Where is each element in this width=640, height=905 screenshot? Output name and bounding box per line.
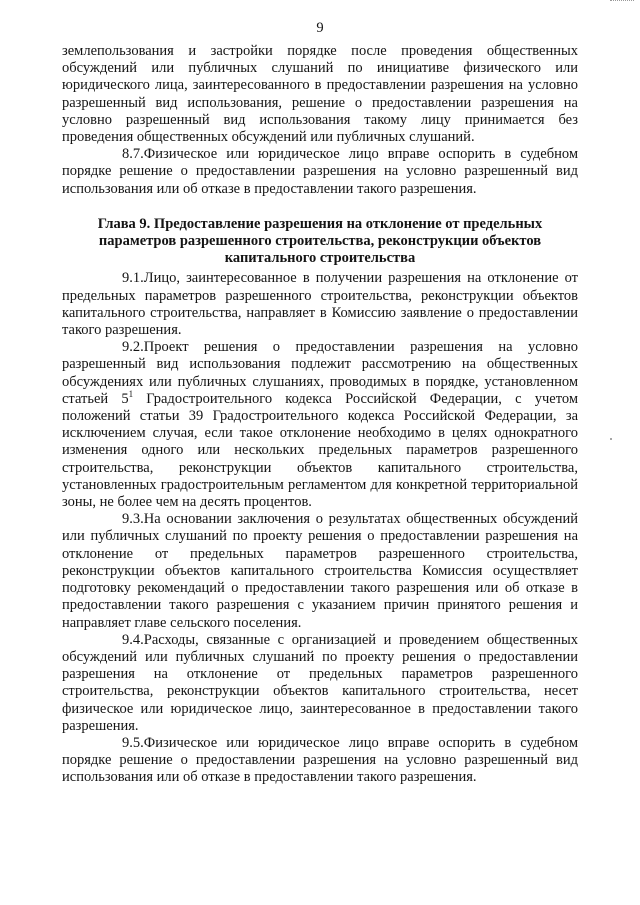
clause-number: 9.3.	[122, 511, 144, 528]
clause-9-1	[62, 270, 578, 339]
clause-text: Физическое или юридическое лицо вправе оспорить в судебном порядке решение о предоставлении разрешения на условно разрешенный вид использования или об отказе в предоставлении такого разрешения.	[62, 146, 578, 197]
clause-number: 9.5.	[122, 734, 144, 751]
scan-speck	[610, 438, 612, 440]
clause-9-4	[62, 632, 578, 735]
scan-corner-mark	[610, 0, 634, 5]
article-superscript: 1	[128, 388, 134, 399]
clause-9-3	[62, 511, 578, 631]
clause-number: 9.4.	[122, 631, 144, 648]
clause-text: На основании заключения о результатах общественных обсуждений или публичных слушаний по проекту решения о предоставлении разрешения на отклонение от предельных параметров разрешенного строительства, реконструкции объектов капитального строительства Комиссия осуществляет подготовку рекомендаций о предоставлении такого разрешения или об отказе в предоставлении такого разрешения с указанием причин принятого решения и направляет главе сельского поселения.	[62, 511, 578, 631]
clause-number: 9.1.	[122, 270, 144, 287]
clause-text-part-1: Проект решения о предоставлении разрешения на условно разрешенный вид использования подлежит рассмотрению на общественных обсуждениях или публичных слушаниях, проводимых в порядке, установленном статьей 5	[62, 339, 578, 407]
document-body	[62, 43, 578, 787]
clause-text: Лицо, заинтересованное в получении разрешения на отклонение от предельных параметров разрешенного строительства, реконструкции объектов капитального строительства, направляет в Комиссию заявление о предоставлении такого разрешения.	[62, 270, 578, 339]
clause-text: Физическое или юридическое лицо вправе оспорить в судебном порядке решение о предоставлении разрешения на условно разрешенный вид использования или об отказе в предоставлении такого разрешения.	[62, 734, 578, 786]
clause-8-7	[62, 146, 578, 198]
chapter-heading: Глава 9. Предоставление разрешения на отклонение от предельных параметров разрешенного строительства, реконструкции объектов капитального строительства	[97, 215, 543, 267]
clause-9-2	[62, 339, 578, 511]
continuation-paragraph: землепользования и застройки порядке после проведения общественных обсуждений или публичных слушаний по инициативе физического или юридического лица, заинтересованного в предоставлении разрешения на условно разрешенный вид использования, решение о предоставлении разрешения на условно разрешенный вид использования такому лицу принимается без проведения общественных обсуждений или публичных слушаний.	[62, 43, 578, 146]
page-number: 9	[316, 20, 324, 36]
clause-text: Расходы, связанные с организацией и проведением общественных обсуждений или публичных слушаний по проекту решения о предоставлении разрешения на отклонение от предельных параметров разрешенного строительства, реконструкции объектов капитального строительства, несет физическое или юридическое лицо, заинтересованное в предоставлении такого разрешения.	[62, 631, 578, 734]
clause-number: 8.7.	[122, 146, 144, 163]
clause-text-part-2: Градостроительного кодекса Российской Федерации, с учетом положений статьи 39 Градостроительного кодекса Российской Федерации, за исключением случая, если такое отклонение необходимо в целях однократного изменения одного или нескольких предельных параметров разрешенного строительства, реконструкции объектов капитального строительства, установленных градостроительным регламентом для конкретной территориальной зоны, не более чем на десять процентов.	[62, 390, 578, 511]
clause-9-5	[62, 735, 578, 787]
clause-number: 9.2.	[122, 339, 144, 356]
